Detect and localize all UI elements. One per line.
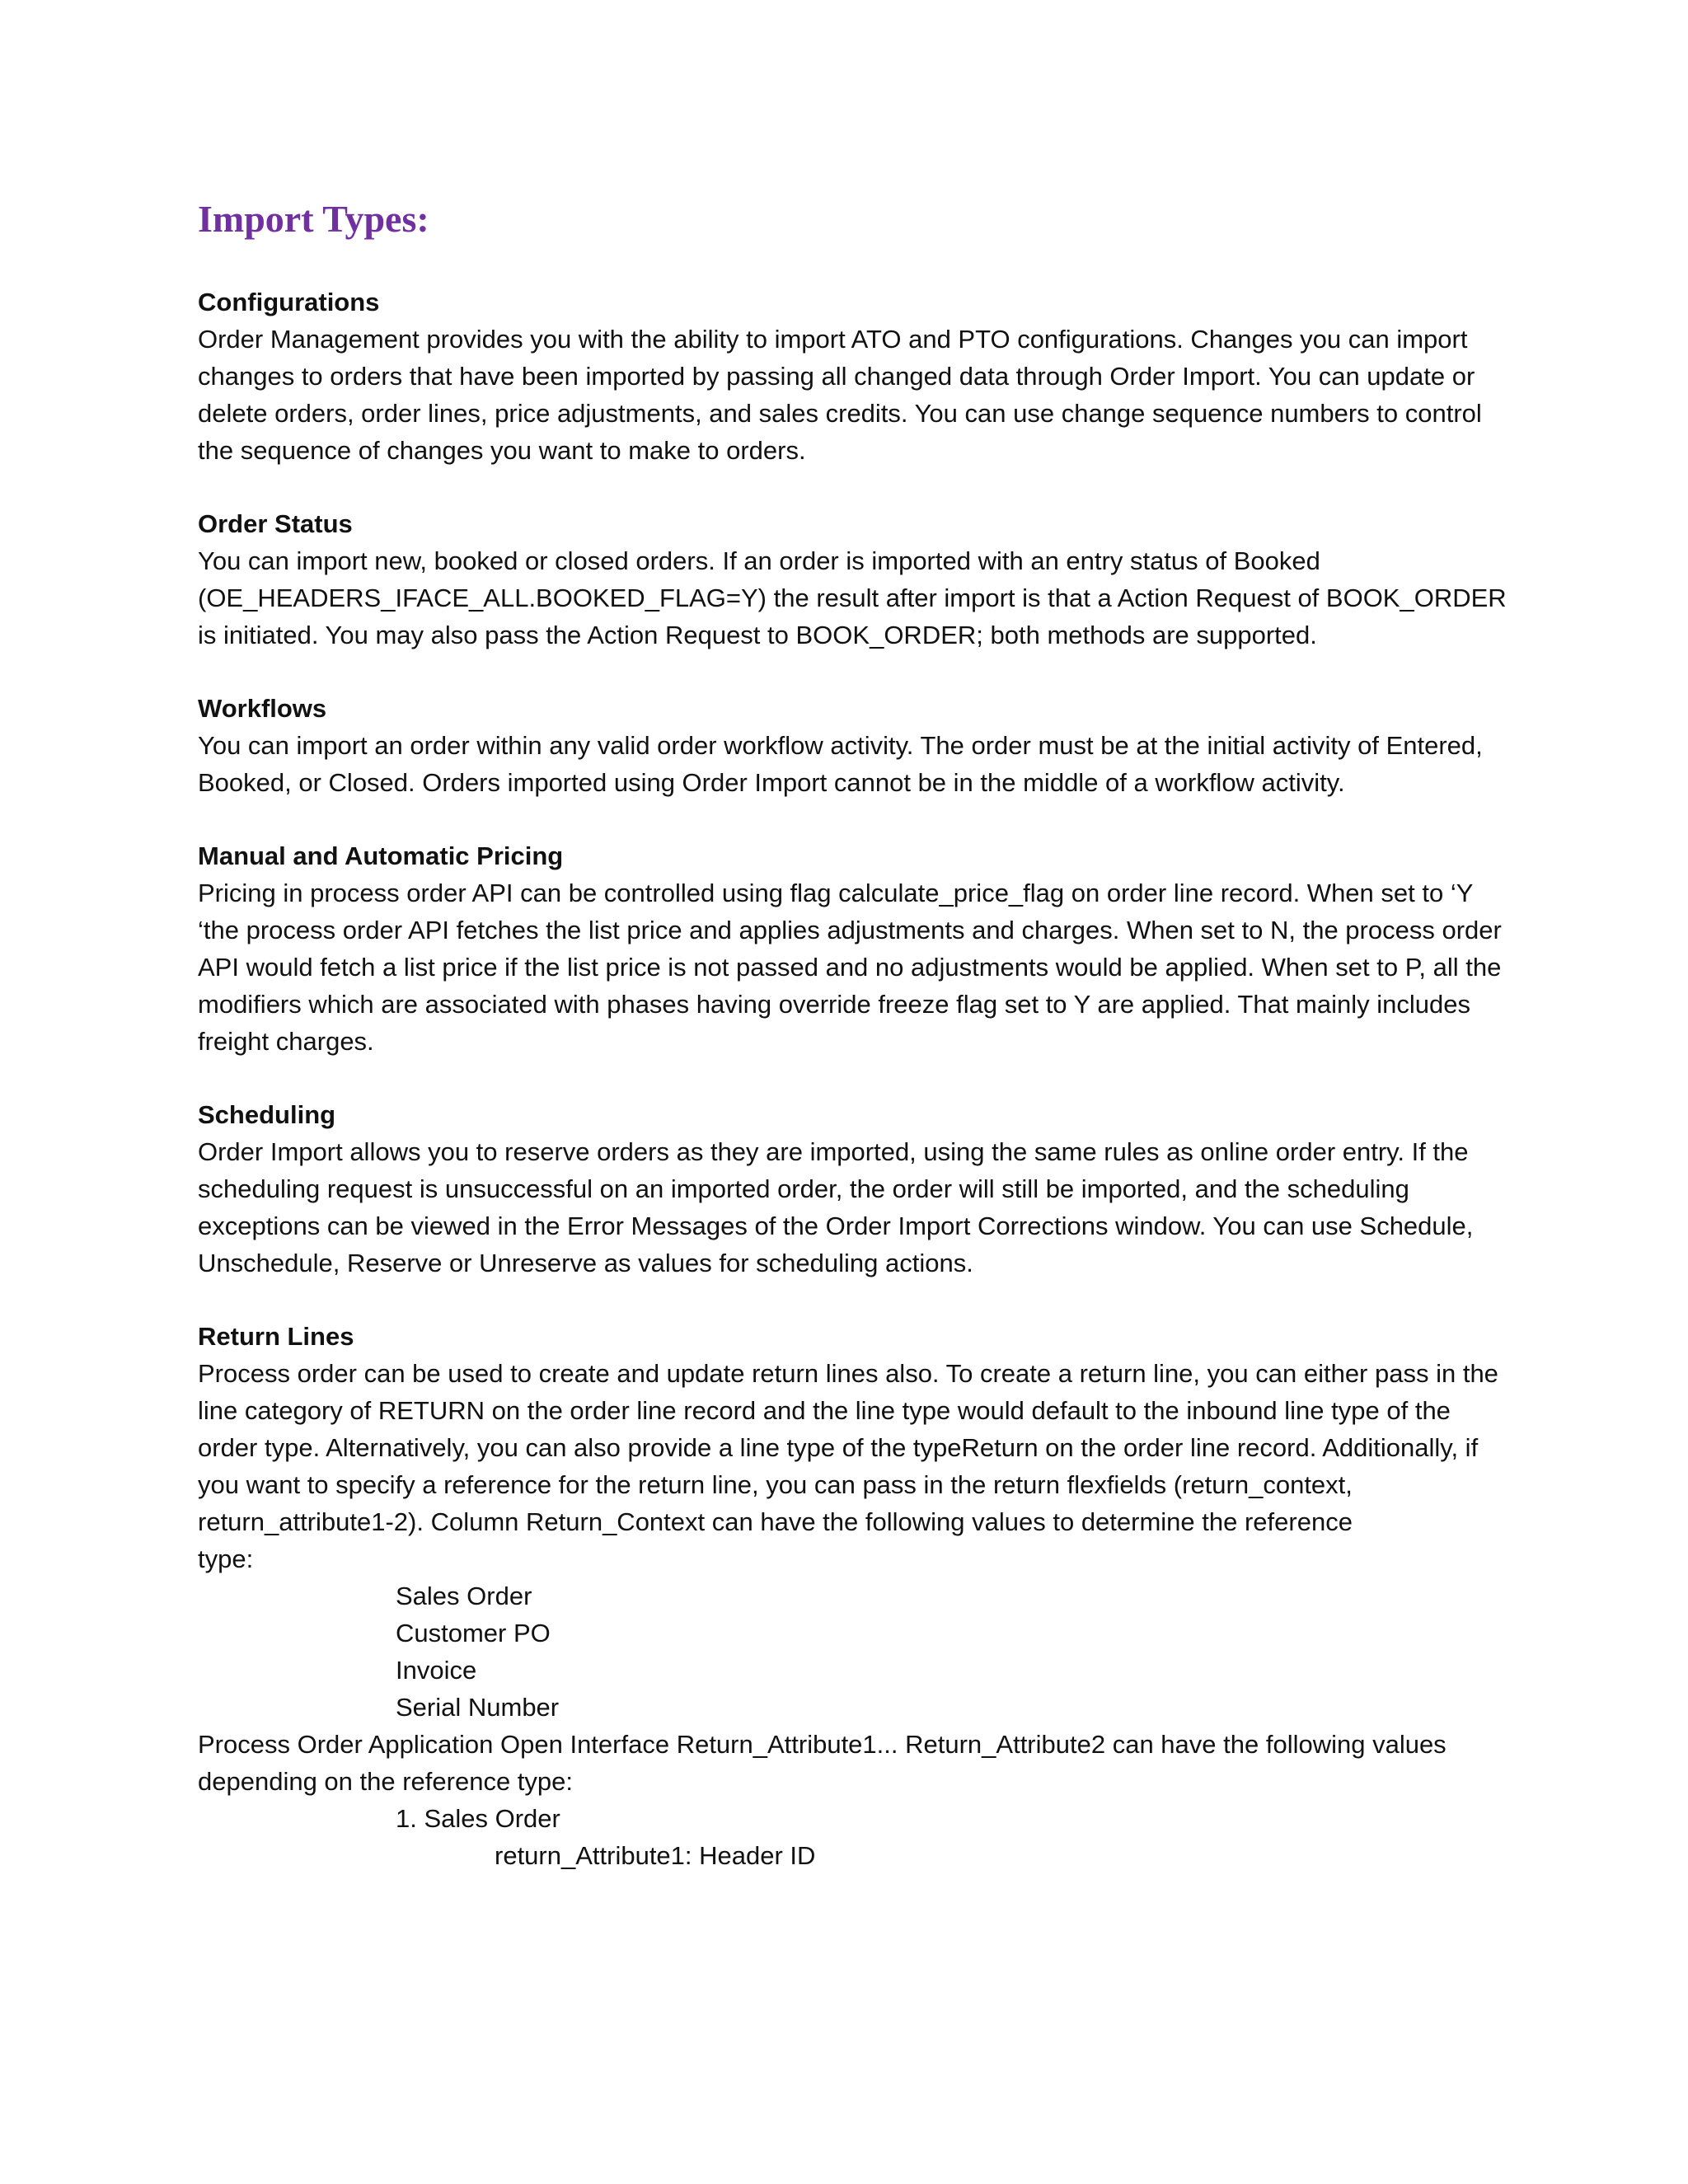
list-item: Customer PO bbox=[396, 1619, 551, 1647]
page-title: Import Types: bbox=[198, 198, 429, 240]
section-scheduling bbox=[198, 1096, 1517, 1282]
section-heading: Workflows bbox=[198, 694, 327, 723]
section-order-status bbox=[198, 505, 1517, 654]
section-heading: Scheduling bbox=[198, 1100, 336, 1129]
section-configurations bbox=[198, 284, 1517, 469]
section-body: Order Management provides you with the ability to import ATO and PTO configurations. Changes you can import changes to orders that have been imported by passing all changed data through Order Import. You can update or delete orders, order lines, price adjustments, and sales credits. You can use change sequence numbers to control the sequence of changes you want to make to orders. bbox=[198, 325, 1482, 465]
section-heading: Configurations bbox=[198, 288, 380, 316]
section-heading: Return Lines bbox=[198, 1322, 354, 1351]
section-body: Pricing in process order API can be controlled using flag calculate_price_flag on order line record. When set to ‘Y ‘the process order API fetches the list price and applies adjustments and charges. When set to N, the process order API would fetch a list price if the list price is not passed and no adjustments would be applied. When set to P, all the modifiers which are associated with phases having override freeze flag set to Y are applied. That mainly includes freight charges. bbox=[198, 879, 1502, 1056]
reference-type-list bbox=[198, 1577, 1517, 1726]
list-item: Sales Order bbox=[396, 1582, 532, 1610]
section-body: You can import new, booked or closed orders. If an order is imported with an entry status of Booked (OE_HEADERS_IFACE_ALL.BOOKED_FLAG=Y) the result after import is that a Action Request of BOOK_ORDER is initiated. You may also pass the Action Request to BOOK_ORDER; both methods are supported. bbox=[198, 546, 1507, 649]
section-workflows bbox=[198, 690, 1517, 801]
section-body-tail: type: bbox=[198, 1544, 254, 1573]
list-item: Invoice bbox=[396, 1656, 477, 1685]
section-heading: Manual and Automatic Pricing bbox=[198, 841, 564, 870]
section-body: Order Import allows you to reserve orders as they are imported, using the same rules as online order entry. If the scheduling request is unsuccessful on an imported order, the order will still be imported, and the scheduling exceptions can be viewed in the Error Messages of the Order Import Corrections window. You can use Schedule, Unschedule, Reserve or Unreserve as values for scheduling actions. bbox=[198, 1137, 1474, 1277]
section-manual-automatic-pricing bbox=[198, 837, 1517, 1060]
section-body: Process order can be used to create and update return lines also. To create a return line, you can either pass in the line category of RETURN on the order line record and the line type would default to the inbound line type of the order type. Alternatively, you can also provide a line type of the typeReturn on the order line record. Additionally, if you want to specify a reference for the return line, you can pass in the return flexfields (return_context, return_attribute1-2). Column Return_Context can have the following values to determine the reference bbox=[198, 1359, 1498, 1536]
document-page bbox=[198, 196, 1517, 1910]
list-item: Serial Number bbox=[396, 1693, 560, 1722]
attributes-intro: Process Order Application Open Interface Return_Attribute1... Return_Attribute2 can have the following values depending on the reference type: bbox=[198, 1730, 1447, 1796]
section-return-lines bbox=[198, 1318, 1517, 1874]
section-heading: Order Status bbox=[198, 509, 353, 538]
section-body: You can import an order within any valid order workflow activity. The order must be at the initial activity of Entered, Booked, or Closed. Orders imported using Order Import cannot be in the middle of a workflow activity. bbox=[198, 731, 1483, 797]
numbered-item-detail: return_Attribute1: Header ID bbox=[495, 1841, 816, 1870]
numbered-item: 1. Sales Order bbox=[396, 1804, 560, 1833]
